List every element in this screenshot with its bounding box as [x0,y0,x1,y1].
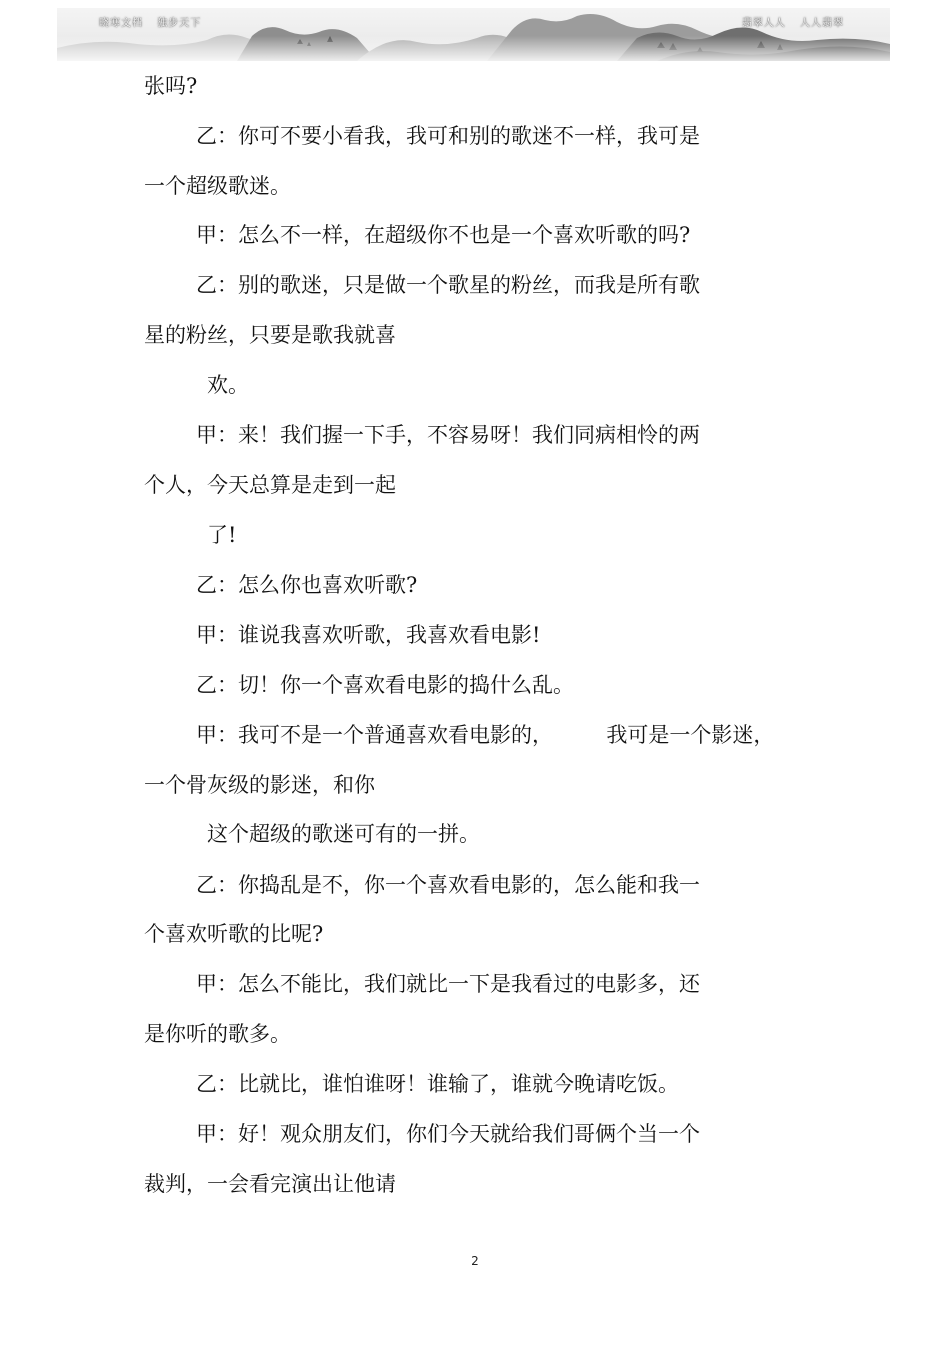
text-line: 裁判，一会看完演出让他请 [144,1172,396,1196]
dialogue-line: 乙：切！你一个喜欢看电影的捣什么乱。 [196,673,574,697]
dialogue-line: 乙：比就比，谁怕谁呀！谁输了，谁就今晚请吃饭。 [196,1072,679,1096]
header-right-text-1: 翡翠人人 [741,18,786,29]
header-right-text-2: 人人翡翠 [800,18,844,29]
dialogue-line: 乙：你可不要小看我，我可和别的歌迷不一样，我可是 [196,124,700,148]
dialogue-line: 甲：怎么不一样，在超级你不也是一个喜欢听歌的吗? [196,223,691,247]
header-left-text [99,14,201,29]
text-line: 个人，今天总算是走到一起 [144,473,396,497]
text-line: 这个超级的歌迷可有的一拼。 [207,822,480,846]
page-number: 2 [471,1254,479,1268]
header-right-text [742,14,844,29]
text-line: 一个超级歌迷。 [144,174,291,198]
text-line: 星的粉丝，只要是歌我就喜 [144,323,396,347]
dialogue-line: 乙：怎么你也喜欢听歌? [196,573,418,597]
text-line: 了! [207,523,237,547]
text-line: 欢。 [207,373,249,397]
header-left-text-1: 晓寒文档 [99,18,143,29]
dialogue-line: 甲：好！观众朋友们，你们今天就给我们哥俩个当一个 [196,1122,700,1146]
header-left-text-2: 独步天下 [157,18,202,29]
text-line: 是你听的歌多。 [144,1022,291,1046]
dialogue-line: 甲：谁说我喜欢听歌，我喜欢看电影! [196,623,541,647]
dialogue-line: 乙：别的歌迷，只是做一个歌星的粉丝，而我是所有歌 [196,273,700,297]
text-line: 张吗? [144,74,198,98]
header-banner [57,8,890,61]
dialogue-line: 甲：怎么不能比，我们就比一下是我看过的电影多，还 [196,972,700,996]
dialogue-line: 甲：来！我们握一下手，不容易呀！我们同病相怜的两 [196,423,700,447]
text-line: 个喜欢听歌的比呢? [144,922,324,946]
dialogue-line: 甲：我可不是一个普通喜欢看电影的， 我可是一个影迷， [196,723,775,747]
dialogue-line: 乙：你捣乱是不，你一个喜欢看电影的，怎么能和我一 [196,873,700,897]
text-line: 一个骨灰级的影迷，和你 [144,773,375,797]
